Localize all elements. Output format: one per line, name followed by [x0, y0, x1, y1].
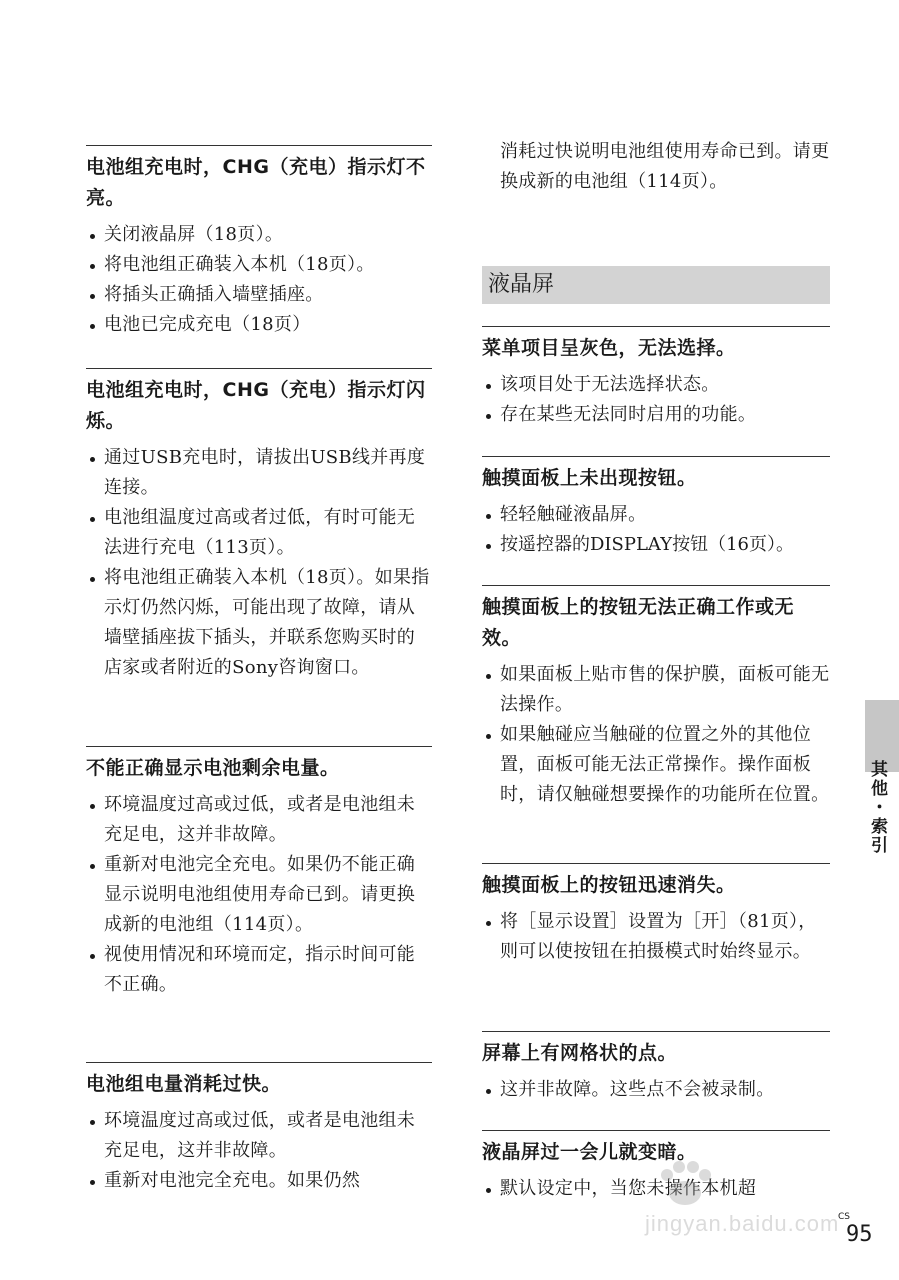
- band-title: 液晶屏: [488, 272, 555, 297]
- section-heading: 屏幕上有网格状的点。: [482, 1042, 678, 1064]
- bullet-list: [482, 500, 830, 560]
- section-heading: 触摸面板上的按钮无法正确工作或无效。: [482, 596, 795, 649]
- section-grid-dots: [482, 1031, 830, 1105]
- section-heading: 电池组充电时，CHG（充电）指示灯不亮。: [86, 156, 426, 209]
- list-item: 环境温度过高或过低，或者是电池组未充足电，这并非故障。: [86, 790, 432, 850]
- list-item: 视使用情况和环境而定，指示时间可能不正确。: [86, 940, 432, 1000]
- section-heading: 触摸面板上未出现按钮。: [482, 467, 697, 489]
- continuation-text: 消耗过快说明电池组使用寿命已到。请更换成新的电池组（114页）。: [500, 141, 830, 192]
- section-charging-light-off: [86, 145, 432, 340]
- bullet-list: [86, 220, 432, 340]
- watermark: [615, 1155, 845, 1245]
- list-item: 该项目处于无法选择状态。: [482, 370, 830, 400]
- bullet-list: [86, 443, 432, 683]
- section-buttons-not-working: [482, 585, 830, 810]
- list-item: 如果面板上贴市售的保护膜，面板可能无法操作。: [482, 660, 830, 720]
- list-item: 将电池组正确装入本机（18页）。: [86, 250, 432, 280]
- section-menu-grayed: [482, 326, 830, 430]
- section-divider: [86, 1062, 432, 1063]
- section-heading: 电池组充电时，CHG（充电）指示灯闪烁。: [86, 379, 426, 432]
- list-item: 按遥控器的DISPLAY按钮（16页）。: [482, 530, 830, 560]
- section-divider: [482, 863, 830, 864]
- list-item: 这并非故障。这些点不会被录制。: [482, 1075, 830, 1105]
- list-item: 存在某些无法同时启用的功能。: [482, 400, 830, 430]
- section-divider: [482, 1130, 830, 1131]
- section-heading: 电池组电量消耗过快。: [86, 1073, 282, 1095]
- bullet-list: [482, 907, 830, 967]
- page-number: 95: [846, 1222, 873, 1247]
- section-buttons-missing: [482, 456, 830, 560]
- section-heading: 液晶屏过一会儿就变暗。: [482, 1141, 697, 1163]
- list-item: 环境温度过高或过低，或者是电池组未充足电，这并非故障。: [86, 1106, 432, 1166]
- list-item: 电池组温度过高或者过低，有时可能无法进行充电（113页）。: [86, 503, 432, 563]
- list-item: 重新对电池完全充电。如果仍不能正确显示说明电池组使用寿命已到。请更换成新的电池组（114页）。: [86, 850, 432, 940]
- list-item: 默认设定中，当您未操作本机超: [482, 1174, 830, 1204]
- section-divider: [86, 368, 432, 369]
- section-heading: 不能正确显示电池剩余电量。: [86, 757, 340, 779]
- section-divider: [482, 456, 830, 457]
- bullet-list: [482, 660, 830, 810]
- list-item: 如果触碰应当触碰的位置之外的其他位置，面板可能无法正常操作。操作面板时，请仅触碰想要操作的功能所在位置。: [482, 720, 830, 810]
- bullet-list: [482, 370, 830, 430]
- section-heading: 触摸面板上的按钮迅速消失。: [482, 874, 736, 896]
- section-buttons-disappear: [482, 863, 830, 967]
- section-battery-drains-fast: [86, 1062, 432, 1196]
- list-item: 通过USB充电时，请拔出USB线并再度连接。: [86, 443, 432, 503]
- bullet-list: [482, 1075, 830, 1105]
- section-charging-light-blinks: [86, 368, 432, 683]
- list-item: 电池已完成充电（18页）: [86, 310, 432, 340]
- list-item: 重新对电池完全充电。如果仍然: [86, 1166, 432, 1196]
- section-band: [482, 266, 830, 304]
- list-item: 将电池组正确装入本机（18页）。如果指示灯仍然闪烁，可能出现了故障，请从墙壁插座拔下插头，并联系您购买时的店家或者附近的Sony咨询窗口。: [86, 563, 432, 683]
- watermark-text: jingyan.baidu.com: [645, 1211, 840, 1236]
- paw-logo-icon: [615, 1155, 735, 1215]
- language-code: CS: [838, 1212, 850, 1222]
- bullet-list: [86, 1106, 432, 1196]
- chapter-tab-label: 其他・索引: [867, 760, 887, 855]
- section-divider: [86, 746, 432, 747]
- section-divider: [482, 1031, 830, 1032]
- section-battery-level-wrong: [86, 746, 432, 1000]
- section-divider: [482, 585, 830, 586]
- section-divider: [482, 326, 830, 327]
- list-item: 将插头正确插入墙壁插座。: [86, 280, 432, 310]
- list-item: 轻轻触碰液晶屏。: [482, 500, 830, 530]
- bullet-list: [86, 790, 432, 1000]
- section-divider: [86, 145, 432, 146]
- list-item: 关闭液晶屏（18页）。: [86, 220, 432, 250]
- section-heading: 菜单项目呈灰色，无法选择。: [482, 337, 736, 359]
- list-item: 将［显示设置］设置为［开］（81页），则可以使按钮在拍摄模式时始终显示。: [482, 907, 830, 967]
